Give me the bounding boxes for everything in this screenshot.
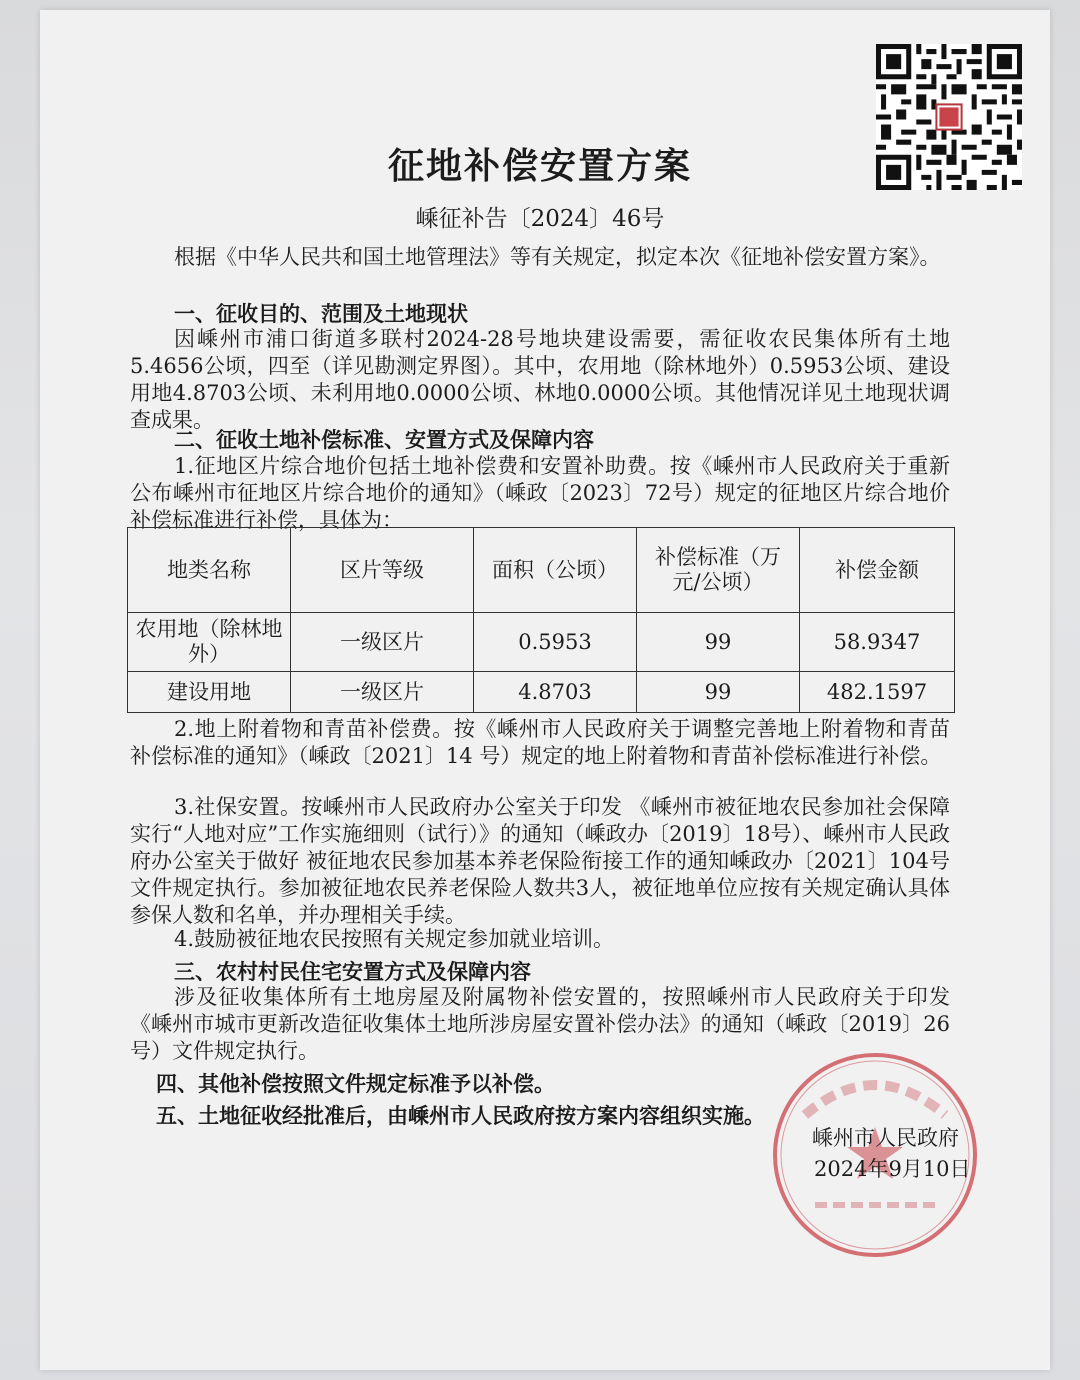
table-header-cell: 区片等级: [291, 528, 474, 613]
table-cell: 99: [637, 672, 800, 713]
section4-heading: 四、其他补偿按照文件规定标准予以补偿。: [156, 1072, 555, 1096]
section2-item2: 2.地上附着物和青苗补偿费。按《嵊州市人民政府关于调整完善地上附着物和青苗补偿标准的通知》（嵊政〔2021〕14 号）规定的地上附着物和青苗补偿标准进行补偿。: [130, 717, 950, 768]
table-cell: 一级区片: [291, 672, 474, 713]
table-cell: 建设用地: [128, 672, 291, 713]
table-header-cell: 补偿金额: [800, 528, 955, 613]
table-cell: 农用地（除林地外）: [128, 613, 291, 672]
table-cell: 99: [637, 613, 800, 672]
table-cell: 0.5953: [474, 613, 637, 672]
section1-heading: 一、征收目的、范围及土地现状: [174, 302, 468, 326]
section2-item1: 1.征地区片综合地价包括土地补偿费和安置补助费。按《嵊州市人民政府关于重新公布嵊州市征地区片综合地价的通知》（嵊政〔2023〕72号）规定的征地区片综合地价补偿标准进行补偿，具体为：: [130, 454, 950, 532]
table-cell: 4.8703: [474, 672, 637, 713]
table-row: [128, 613, 955, 672]
section2-item4: 4.鼓励被征地农民按照有关规定参加就业培训。: [174, 927, 615, 951]
table-header-cell: 面积（公顷）: [474, 528, 637, 613]
section2-heading: 二、征收土地补偿标准、安置方式及保障内容: [174, 428, 594, 452]
signature-issuer: 嵊州市人民政府: [812, 1126, 959, 1150]
section2-item3: 3.社保安置。按嵊州市人民政府办公室关于印发 《嵊州市被征地农民参加社会保障实行“人地对应”工作实施细则（试行）》的通知（嵊政办〔2019〕18号）、嵊州市人民政府办公室关于做好 被征地农民参加基本养老保险衔接工作的通知嵊政办〔2021〕104号文件规定执行。参加被征地农民养老保险人数共3人，被征地单位应按有关规定确认具体参保人数和名单，并办理相关手续。: [130, 795, 950, 927]
table-cell: 一级区片: [291, 613, 474, 672]
document-number: 嵊征补告〔2024〕46号: [415, 206, 665, 232]
section1-text: 因嵊州市浦口街道多联村2024-28号地块建设需要，需征收农民集体所有土地5.4656公顷，四至（详见勘测定界图）。其中，农用地（除林地外）0.5953公顷、建设用地4.8703公顷、未利用地0.0000公顷、林地0.0000公顷。其他情况详见土地现状调查成果。: [130, 327, 950, 432]
table-row: [128, 672, 955, 713]
document-title: 征地补偿安置方案: [387, 146, 692, 187]
section5-heading: 五、土地征收经批准后，由嵊州市人民政府按方案内容组织实施。: [156, 1104, 765, 1128]
table-header-cell: 地类名称: [128, 528, 291, 613]
section3-text: 涉及征收集体所有土地房屋及附属物补偿安置的，按照嵊州市人民政府关于印发《嵊州市城市更新改造征收集体土地所涉房屋安置补偿办法》的通知（嵊政〔2019〕26 号）文件规定执行。: [130, 985, 950, 1063]
table-cell: 482.1597: [800, 672, 955, 713]
intro-paragraph: 根据《中华人民共和国土地管理法》等有关规定，拟定本次《征地补偿安置方案》。: [174, 245, 941, 269]
compensation-table: [127, 527, 955, 713]
table-header-cell: 补偿标准（万元/公顷）: [637, 528, 800, 613]
signature-date: 2024年9月10日: [814, 1157, 971, 1181]
table-header-row: [128, 528, 955, 613]
table-cell: 58.9347: [800, 613, 955, 672]
section3-heading: 三、农村村民住宅安置方式及保障内容: [174, 960, 531, 984]
